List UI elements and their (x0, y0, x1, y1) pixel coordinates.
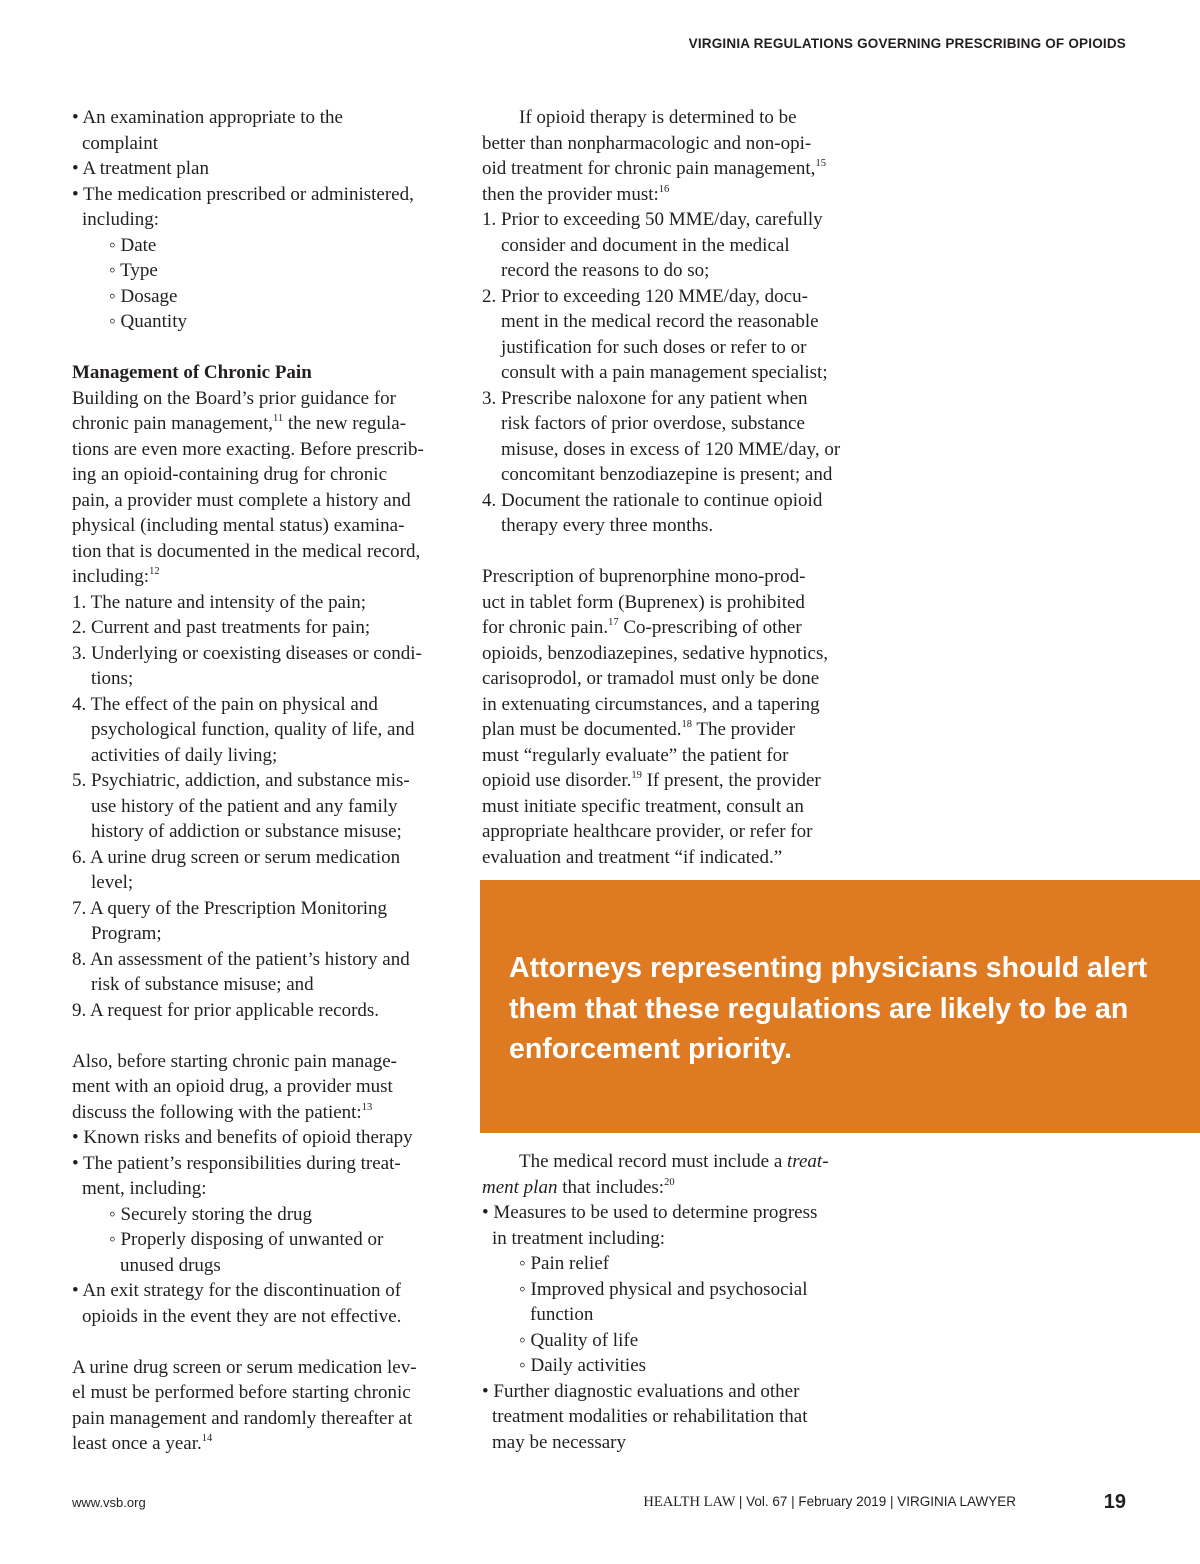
text: for chronic pain. (482, 617, 609, 638)
page-number: 19 (1103, 1491, 1126, 1513)
list-item-continued: treatment modalities or rehabilitation that (492, 1406, 808, 1427)
numbered-item: 1. The nature and intensity of the pain; (72, 591, 367, 613)
paragraph-line: Prescription of buprenorphine mono-prod- (482, 566, 806, 587)
list-item-continued: opioids in the event they are not effective. (82, 1305, 402, 1327)
paragraph-line: opioids, benzodiazepines, sedative hypnotics, (482, 642, 829, 664)
numbered-item-continued: tions; (91, 668, 134, 689)
numbered-item-continued: justification for such doses or refer to or (501, 336, 807, 358)
sub-list-item: ◦ Pain relief (519, 1253, 610, 1274)
numbered-item: 5. Psychiatric, addiction, and substance mis- (72, 770, 410, 791)
paragraph-line: in extenuating circumstances, and a tapering (482, 693, 820, 715)
numbered-item: 4. The effect of the pain on physical and (72, 693, 378, 715)
numbered-item: 6. A urine drug screen or serum medication (72, 846, 401, 868)
numbered-item-continued: history of addiction or substance misuse; (91, 821, 402, 842)
text: least once a year. (72, 1433, 202, 1454)
paragraph-line (72, 1431, 456, 1457)
sub-list-item: ◦ Properly disposing of unwanted or (109, 1229, 384, 1250)
footnote-ref: 13 (361, 1101, 373, 1113)
text: that includes: (557, 1176, 665, 1198)
paragraph-line: must initiate specific treatment, consult an (482, 795, 804, 817)
paragraph-line (72, 1100, 456, 1126)
numbered-item-continued: use history of the patient and any family (91, 795, 398, 817)
numbered-item-continued: consider and document in the medical (501, 234, 790, 256)
numbered-item-continued: ment in the medical record the reasonable (501, 311, 819, 332)
numbered-item: 1. Prior to exceeding 50 MME/day, carefully (482, 209, 823, 230)
paragraph-line: physical (including mental status) examina- (72, 515, 405, 536)
paragraph-line (482, 1175, 862, 1201)
list-item-continued: may be necessary (492, 1431, 626, 1453)
numbered-item-continued: misuse, doses in excess of 120 MME/day, or (501, 438, 841, 460)
paragraph-line (72, 564, 456, 590)
list-item: • Known risks and benefits of opioid therapy (72, 1127, 413, 1148)
sub-list-item: ◦ Type (109, 260, 158, 281)
numbered-item-continued: record the reasons to do so; (501, 260, 710, 281)
emphasis: ment plan (482, 1176, 558, 1198)
paragraph-line (482, 717, 862, 743)
paragraph-line (482, 1149, 862, 1175)
footnote-ref: 16 (658, 183, 670, 195)
footnote-ref: 11 (273, 413, 284, 424)
paragraph-line: must “regularly evaluate” the patient for (482, 744, 789, 766)
paragraph-line: pain management and randomly thereafter at (72, 1407, 413, 1429)
numbered-item: 3. Underlying or coexisting diseases or condi- (72, 642, 422, 664)
paragraph-line: A urine drug screen or serum medication lev- (72, 1356, 417, 1378)
paragraph-line: evaluation and treatment “if indicated.” (482, 846, 783, 868)
text: The provider (691, 719, 796, 740)
numbered-item-continued: risk of substance misuse; and (91, 974, 314, 995)
footnote-ref: 18 (681, 719, 692, 730)
footnote-ref: 14 (201, 1433, 213, 1444)
footnote-ref: 15 (815, 158, 826, 169)
list-item: • The medication prescribed or administered, (72, 183, 414, 205)
paragraph-line (72, 411, 456, 437)
numbered-item: 3. Prescribe naloxone for any patient when (482, 387, 808, 409)
list-item: • A treatment plan (72, 158, 209, 179)
text: discuss the following with the patient: (72, 1101, 362, 1123)
paragraph-line: carisoprodol, or tramadol must only be done (482, 668, 820, 689)
sub-list-item: ◦ Dosage (109, 285, 178, 307)
numbered-item-continued: Program; (91, 923, 162, 944)
list-item: • An examination appropriate to the (72, 107, 343, 128)
numbered-item-continued: psychological function, quality of life, and (91, 719, 415, 740)
sub-list-item: ◦ Date (109, 234, 157, 256)
paragraph-line: Also, before starting chronic pain manage- (72, 1050, 397, 1072)
pull-quote (509, 948, 1149, 1070)
left-column (72, 105, 456, 1457)
list-item: • The patient’s responsibilities during treat- (72, 1152, 401, 1174)
sub-list-item-continued: function (530, 1304, 594, 1325)
text: oid treatment for chronic pain management, (482, 158, 816, 179)
right-column (482, 105, 862, 870)
spacer (72, 335, 456, 361)
paragraph-line: el must be performed before starting chronic (72, 1382, 411, 1403)
paragraph-line: uct in tablet form (Buprenex) is prohibited (482, 591, 805, 613)
footnote-ref: 19 (631, 770, 642, 781)
paragraph-line (482, 768, 862, 794)
numbered-item-continued: activities of daily living; (91, 744, 278, 766)
running-header: VIRGINIA REGULATIONS GOVERNING PRESCRIBING OF OPIOIDS (688, 36, 1126, 51)
footer-section: HEALTH LAW (643, 1494, 736, 1510)
paragraph-line: tion that is documented in the medical record, (72, 540, 421, 562)
numbered-item-continued: concomitant benzodiazepine is present; and (501, 464, 833, 485)
section-heading: Management of Chronic Pain (72, 362, 312, 383)
list-item: • Further diagnostic evaluations and other (482, 1380, 800, 1402)
paragraph-line: appropriate healthcare provider, or refer for (482, 821, 813, 842)
paragraph-line (482, 156, 862, 182)
paragraph-line (482, 615, 862, 641)
pull-quote-line: enforcement priority. (509, 1033, 792, 1065)
text: opioid use disorder. (482, 770, 632, 791)
paragraph-line: ment with an opioid drug, a provider must (72, 1076, 393, 1097)
paragraph-line: Building on the Board’s prior guidance for (72, 387, 396, 409)
sub-list-item: ◦ Quantity (109, 311, 187, 332)
text: The medical record must include a (519, 1151, 788, 1172)
text: including: (72, 566, 150, 587)
spacer (482, 539, 862, 565)
text: If present, the provider (641, 770, 821, 791)
paragraph-line (482, 182, 862, 208)
numbered-item: 7. A query of the Prescription Monitoring (72, 897, 388, 919)
sub-list-item: ◦ Quality of life (519, 1329, 639, 1351)
right-column-lower (482, 1149, 862, 1455)
footnote-ref: 20 (664, 1176, 675, 1188)
list-item-continued: ment, including: (82, 1178, 207, 1199)
numbered-item-continued: therapy every three months. (501, 515, 714, 536)
numbered-item-continued: level; (91, 872, 134, 893)
numbered-item-continued: risk factors of prior overdose, substance (501, 413, 805, 434)
sub-list-item-continued: unused drugs (120, 1254, 221, 1276)
paragraph-line: better than nonpharmacologic and non-opi- (482, 132, 812, 154)
list-item-continued: complaint (82, 132, 158, 154)
footer-issue: | Vol. 67 | February 2019 | VIRGINIA LAWYER (738, 1494, 1016, 1509)
paragraph-line: tions are even more exacting. Before prescrib- (72, 438, 424, 460)
footnote-ref: 12 (149, 566, 160, 577)
numbered-item: 2. Prior to exceeding 120 MME/day, docu- (482, 285, 808, 307)
spacer (72, 1023, 456, 1049)
sub-list-item: ◦ Securely storing the drug (109, 1203, 313, 1225)
footer-url: www.vsb.org (72, 1495, 146, 1510)
emphasis: treat- (787, 1151, 829, 1172)
numbered-item-continued: consult with a pain management specialist; (501, 362, 828, 383)
text: plan must be documented. (482, 719, 682, 740)
numbered-item: 4. Document the rationale to continue opioid (482, 489, 823, 511)
text: chronic pain management, (72, 413, 274, 434)
spacer (72, 1329, 456, 1355)
pull-quote-line: Attorneys representing physicians should alert (509, 952, 1148, 984)
footer-publication (643, 1494, 1016, 1511)
list-item: • An exit strategy for the discontinuation of (72, 1280, 402, 1301)
text: Co-prescribing of other (618, 617, 802, 638)
text: then the provider must: (482, 183, 659, 205)
paragraph-line: ing an opioid-containing drug for chronic (72, 464, 388, 485)
paragraph-line: pain, a provider must complete a history and (72, 489, 411, 511)
list-item: • Measures to be used to determine progress (482, 1202, 818, 1223)
numbered-item: 8. An assessment of the patient’s history and (72, 948, 410, 970)
list-item-continued: in treatment including: (492, 1227, 666, 1249)
sub-list-item: ◦ Daily activities (519, 1355, 647, 1376)
numbered-item: 2. Current and past treatments for pain; (72, 617, 371, 638)
list-item-continued: including: (82, 209, 160, 230)
numbered-item: 9. A request for prior applicable records. (72, 999, 380, 1021)
text: the new regula- (283, 413, 407, 434)
pull-quote-box (480, 880, 1200, 1133)
footnote-ref: 17 (608, 617, 619, 628)
sub-list-item: ◦ Improved physical and psychosocial (519, 1278, 808, 1300)
paragraph-line: If opioid therapy is determined to be (519, 107, 797, 128)
pull-quote-line: them that these regulations are likely to be an (509, 992, 1129, 1025)
